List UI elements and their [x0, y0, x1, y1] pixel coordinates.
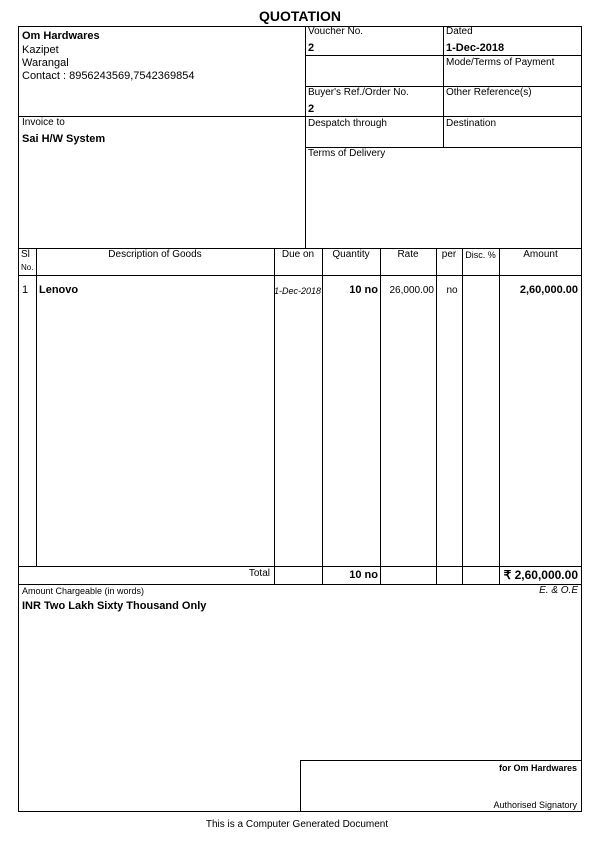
header-per: per	[441, 249, 457, 260]
column-divider	[499, 248, 500, 584]
dated-label: Dated	[446, 26, 473, 37]
header-quantity: Quantity	[332, 249, 370, 260]
amount-words-value: INR Two Lakh Sixty Thousand Only	[22, 600, 207, 612]
destination-label: Destination	[446, 118, 497, 129]
table-header-bottom-line	[18, 275, 582, 276]
header-amount: Amount	[523, 249, 558, 260]
seller-address-line2: Warangal	[22, 57, 69, 69]
header-disc: Disc. %	[465, 250, 496, 260]
amount-words-label: Amount Chargeable (in words)	[22, 586, 145, 596]
seller-address-line1: Kazipet	[22, 44, 59, 56]
buyer-ref-value: 2	[308, 103, 315, 115]
row-amount: 2,60,000.00	[519, 284, 578, 296]
header-description: Description of Goods	[108, 249, 202, 260]
seller-name: Om Hardwares	[22, 30, 100, 42]
for-company-label: for Om Hardwares	[498, 763, 577, 773]
header-rate: Rate	[397, 249, 419, 260]
row-quantity: 10 no	[349, 284, 378, 296]
column-divider	[436, 248, 437, 584]
voucher-label: Voucher No.	[308, 26, 364, 37]
column-divider	[36, 248, 37, 566]
row-rate: 26,000.00	[389, 285, 434, 296]
column-divider	[380, 248, 381, 584]
total-label: Total	[248, 568, 270, 579]
eoe-label: E. & O.E	[539, 585, 578, 596]
column-divider	[462, 248, 463, 584]
row-due-on: 1-Dec-2018	[274, 286, 322, 296]
header-due-on: Due on	[281, 249, 315, 260]
buyer-ref-label: Buyer's Ref./Order No.	[308, 87, 409, 98]
mode-of-payment-label: Mode/Terms of Payment	[446, 57, 555, 68]
header-row-line	[18, 116, 582, 117]
dated-value: 1-Dec-2018	[446, 42, 505, 54]
total-amount: ₹ 2,60,000.00	[503, 568, 578, 582]
row-description: Lenovo	[39, 284, 79, 296]
invoice-to-label: Invoice to	[22, 117, 65, 128]
other-reference-label: Other Reference(s)	[446, 87, 532, 98]
total-quantity: 10 no	[349, 569, 378, 581]
column-divider	[322, 248, 323, 584]
row-per: no	[446, 285, 458, 296]
header-sl-no: No.	[21, 263, 34, 272]
seller-contact: Contact : 8956243569,7542369854	[22, 70, 195, 82]
header-divider-vertical-right	[443, 26, 444, 148]
buyer-name: Sai H/W System	[22, 133, 106, 145]
header-divider-vertical	[305, 26, 306, 249]
terms-of-delivery-label: Terms of Delivery	[308, 148, 386, 159]
signature-box-top	[300, 760, 582, 761]
row-sl: 1	[22, 284, 29, 296]
computer-generated-note: This is a Computer Generated Document	[205, 819, 389, 830]
header-row-line	[305, 55, 582, 56]
despatch-label: Despatch through	[308, 118, 387, 129]
voucher-value: 2	[308, 42, 315, 54]
header-sl: Sl	[21, 249, 30, 260]
column-divider	[274, 248, 275, 584]
signature-box-left	[300, 760, 301, 812]
table-total-top-line	[18, 566, 582, 567]
document-title: QUOTATION	[259, 8, 341, 24]
authorised-signatory-label: Authorised Signatory	[493, 800, 577, 810]
